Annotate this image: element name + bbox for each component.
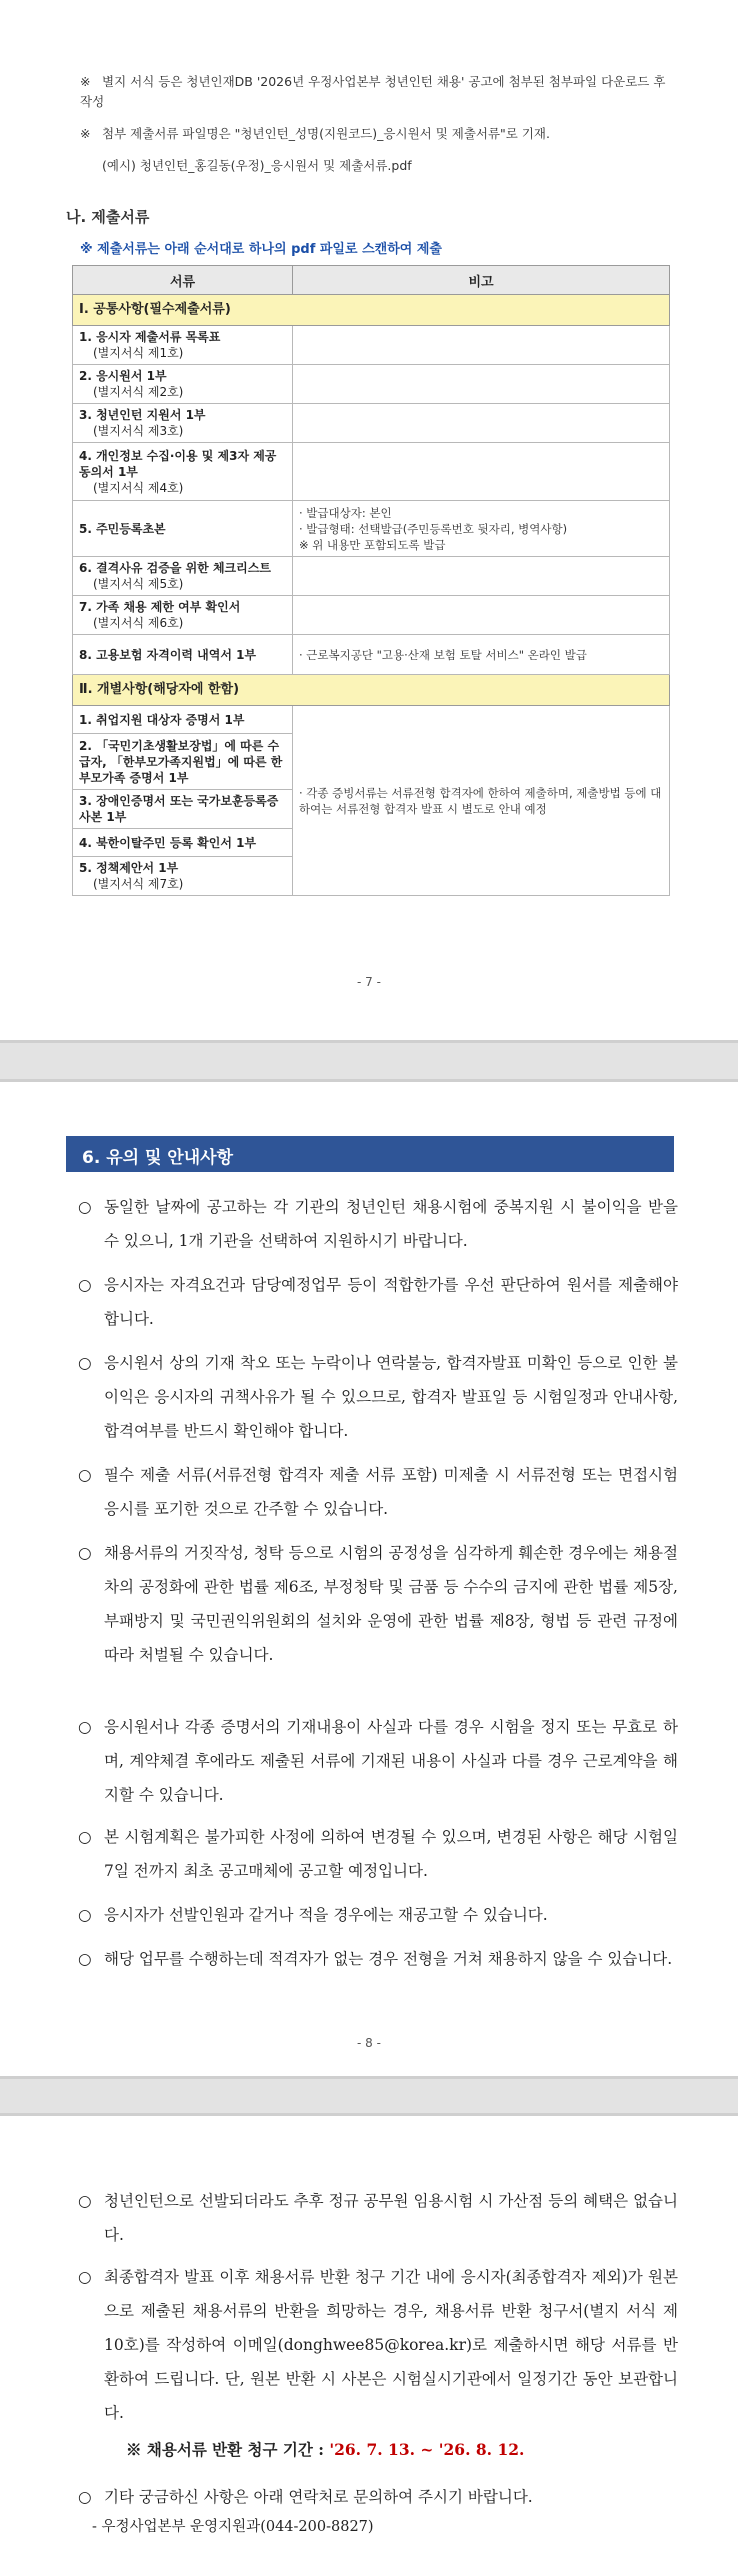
remark-cell <box>293 365 670 404</box>
notice-item <box>78 1346 678 1448</box>
bullet: ○ <box>78 2192 92 2210</box>
notice-text: 최종합격자 발표 이후 채용서류 반환 청구 기간 내에 응시자(최종합격자 제외)가 원본으로 제출된 채용서류의 반환을 희망하는 경우, 채용서류 반환 청구서(별지 서식 제10호)를 작성하여 이메일(donghwee85@korea.kr)로 제출하시면 해당 서류를 반환하여 드립니다. 단, 원본 반환 시 사본은 시험실시기관에서 일정기간 동안 보관합니다. <box>104 2268 678 2422</box>
return-period-value: '26. 7. 13. ~ '26. 8. 12. <box>329 2440 525 2459</box>
page-7 <box>0 0 738 1040</box>
documents-table <box>72 265 670 896</box>
table-row <box>73 596 670 635</box>
notice-text: 동일한 날짜에 공고하는 각 기관의 청년인턴 채용시험에 중복지원 시 불이익을 받을 수 있으니, 1개 기관을 선택하여 지원하시기 바랍니다. <box>104 1198 678 1250</box>
page-number: - 7 - <box>357 975 381 989</box>
notice-item <box>78 2260 678 2430</box>
remark-line: · 발급형태: 선택발급(주민등록번호 뒷자리, 병역사항) <box>299 521 568 536</box>
notice-item <box>78 1942 678 1976</box>
doc-cell <box>73 326 293 365</box>
doc-cell <box>73 596 293 635</box>
doc-sub: (별지서식 제5호) <box>93 577 184 591</box>
remark-cell <box>293 557 670 596</box>
bullet: ○ <box>78 1718 92 1736</box>
table-row <box>73 326 670 365</box>
doc-title: 5. 주민등록초본 <box>79 521 166 536</box>
notice-text: 응시자가 선발인원과 같거나 적을 경우에는 재공고할 수 있습니다. <box>104 1906 548 1924</box>
section-heading: 나. 제출서류 <box>66 208 150 226</box>
doc-title: 2. 「국민기초생활보장법」에 따른 수급자, 「한부모가족지원법」에 따른 한부모가족 증명서 1부 <box>79 738 283 785</box>
submission-instruction: ※ 제출서류는 아래 순서대로 하나의 pdf 파일로 스캔하여 제출 <box>80 242 442 257</box>
notice-item <box>78 1710 678 1812</box>
table-row <box>73 501 670 557</box>
bullet: ○ <box>78 1544 92 1562</box>
notice-item <box>78 1820 678 1888</box>
group-individual: Ⅱ. 개별사항(해당자에 한함) <box>73 675 670 706</box>
note-1 <box>80 72 680 112</box>
notice-text: 채용서류의 거짓작성, 청탁 등으로 시험의 공정성을 심각하게 훼손한 경우에는 채용절차의 공정화에 관한 법률 제6조, 부정청탁 및 금품 등 수수의 금지에 관한 법률 제5장, 부패방지 및 국민권익위원회의 설치와 운영에 관한 법률 제8장, 형법 등 관련 규정에 따라 처벌될 수 있습니다. <box>104 1544 678 1664</box>
notice-text: 해당 업무를 수행하는데 적격자가 없는 경우 전형을 거쳐 채용하지 않을 수 있습니다. <box>104 1950 673 1968</box>
notice-text: 응시원서 상의 기재 착오 또는 누락이나 연락불능, 합격자발표 미확인 등으로 인한 불이익은 응시자의 귀책사유가 될 수 있으므로, 합격자 발표일 등 시험일정과 안내사항, 합격여부를 반드시 확인해야 합니다. <box>104 1354 678 1440</box>
table-row <box>73 557 670 596</box>
doc-title: 1. 응시자 제출서류 목록표 <box>79 330 221 344</box>
doc-title: 1. 취업지원 대상자 증명서 1부 <box>79 712 245 727</box>
note-mark: ※ <box>80 74 91 89</box>
remark-line: · 발급대상자: 본인 <box>299 505 392 520</box>
notice-item <box>78 2480 678 2514</box>
table-row <box>73 443 670 501</box>
group-row <box>73 675 670 706</box>
contact-info: - 우정사업본부 운영지원과(044-200-8827) <box>92 2519 374 2535</box>
notice-text: 기타 궁금하신 사항은 아래 연락처로 문의하여 주시기 바랍니다. <box>104 2488 533 2506</box>
table-row <box>73 635 670 675</box>
doc-title: 3. 청년인턴 지원서 1부 <box>79 408 206 422</box>
col-header-remarks: 비고 <box>293 266 670 295</box>
doc-cell <box>73 790 293 829</box>
section-title: 6. 유의 및 안내사항 <box>82 1148 233 1168</box>
notice-text: 청년인턴으로 선발되더라도 추후 정규 공무원 임용시험 시 가산점 등의 혜택은 없습니다. <box>104 2192 678 2244</box>
remark-cell <box>293 596 670 635</box>
doc-title: 8. 고용보험 자격이력 내역서 1부 <box>79 647 257 662</box>
doc-title: 2. 응시원서 1부 <box>79 369 167 383</box>
remark-cell <box>293 326 670 365</box>
doc-sub: (별지서식 제2호) <box>93 385 184 399</box>
doc-sub: (별지서식 제4호) <box>93 480 184 495</box>
bullet: ○ <box>78 2488 92 2506</box>
page-separator <box>0 2076 738 2116</box>
note-text: (예시) 청년인턴_홍길동(우정)_응시원서 및 제출서류.pdf <box>102 158 412 173</box>
notice-text: 응시자는 자격요건과 담당예정업무 등이 적합한가를 우선 판단하여 원서를 제출해야 합니다. <box>104 1276 678 1328</box>
remark-line: ※ 위 내용만 포함되도록 발급 <box>299 537 446 552</box>
notice-text: 본 시험계획은 불가피한 사정에 의하여 변경될 수 있으며, 변경된 사항은 해당 시험일 7일 전까지 최초 공고매체에 공고할 예정입니다. <box>104 1828 678 1880</box>
note-example <box>102 156 682 176</box>
doc-title: 4. 북한이탈주민 등록 확인서 1부 <box>79 835 257 850</box>
table-row <box>73 404 670 443</box>
doc-cell <box>73 734 293 790</box>
doc-sub: (별지서식 제3호) <box>93 424 184 438</box>
doc-sub: (별지서식 제1호) <box>93 346 184 360</box>
bullet: ○ <box>78 1354 92 1372</box>
notice-item <box>78 2184 678 2252</box>
bullet: ○ <box>78 2268 92 2286</box>
remark-cell-individual: · 각종 증빙서류는 서류전형 합격자에 한하여 제출하며, 제출방법 등에 대하여는 서류전형 합격자 발표 시 별도로 안내 예정 <box>293 706 670 896</box>
doc-cell <box>73 557 293 596</box>
col-header-documents: 서류 <box>73 266 293 295</box>
note-text: 첨부 제출서류 파일명은 "청년인턴_성명(지원코드)_응시원서 및 제출서류"로 기재. <box>102 126 550 141</box>
doc-cell <box>73 501 293 557</box>
bullet: ○ <box>78 1906 92 1924</box>
page-separator <box>0 1040 738 1082</box>
doc-cell <box>73 635 293 675</box>
notice-text: 필수 제출 서류(서류전형 합격자 제출 서류 포함) 미제출 시 서류전형 또는 면접시험 응시를 포기한 것으로 간주할 수 있습니다. <box>104 1466 678 1518</box>
doc-cell <box>73 857 293 896</box>
note-2 <box>80 124 680 144</box>
doc-cell <box>73 443 293 501</box>
remark-cell <box>293 501 670 557</box>
bullet: ○ <box>78 1828 92 1846</box>
group-common: Ⅰ. 공통사항(필수제출서류) <box>73 295 670 326</box>
bullet: ○ <box>78 1198 92 1216</box>
doc-title: 4. 개인정보 수집·이용 및 제3자 제공 동의서 1부 <box>79 448 277 479</box>
note-mark: ※ <box>80 126 91 141</box>
remark-cell <box>293 443 670 501</box>
notice-item <box>78 1458 678 1526</box>
table-row <box>73 706 670 734</box>
notice-item <box>78 1898 678 1932</box>
remark-cell: · 근로복지공단 "고용·산재 보험 토탈 서비스" 온라인 발급 <box>293 635 670 675</box>
notice-item <box>78 1268 678 1336</box>
doc-title: 5. 정책제안서 1부 <box>79 861 179 875</box>
doc-title: 3. 장애인증명서 또는 국가보훈등록증 사본 1부 <box>79 794 279 824</box>
bullet: ○ <box>78 1950 92 1968</box>
doc-cell <box>73 404 293 443</box>
group-row <box>73 295 670 326</box>
remark-cell <box>293 404 670 443</box>
doc-title: 7. 가족 채용 제한 여부 확인서 <box>79 600 241 614</box>
return-period <box>126 2438 524 2460</box>
page-number: - 8 - <box>357 2036 381 2050</box>
doc-sub: (별지서식 제7호) <box>93 877 184 891</box>
notice-text: 응시원서나 각종 증명서의 기재내용이 사실과 다를 경우 시험을 정지 또는 무효로 하며, 계약체결 후에라도 제출된 서류에 기재된 내용이 사실과 다를 경우 근로계약을 해지할 수 있습니다. <box>104 1718 678 1804</box>
notice-item <box>78 1190 678 1258</box>
return-period-label: ※ 채용서류 반환 청구 기간 : <box>126 2440 330 2459</box>
doc-sub: (별지서식 제6호) <box>93 616 184 630</box>
doc-cell <box>73 829 293 857</box>
doc-cell <box>73 706 293 734</box>
bullet: ○ <box>78 1466 92 1484</box>
doc-title: 6. 결격사유 검증을 위한 체크리스트 <box>79 561 271 575</box>
doc-cell <box>73 365 293 404</box>
table-row <box>73 365 670 404</box>
note-text: 별지 서식 등은 청년인재DB '2026년 우정사업본부 청년인턴 채용' 공고에 첨부된 첨부파일 다운로드 후 작성 <box>80 74 666 109</box>
table-header <box>73 266 670 295</box>
bullet: ○ <box>78 1276 92 1294</box>
notice-item <box>78 1536 678 1672</box>
